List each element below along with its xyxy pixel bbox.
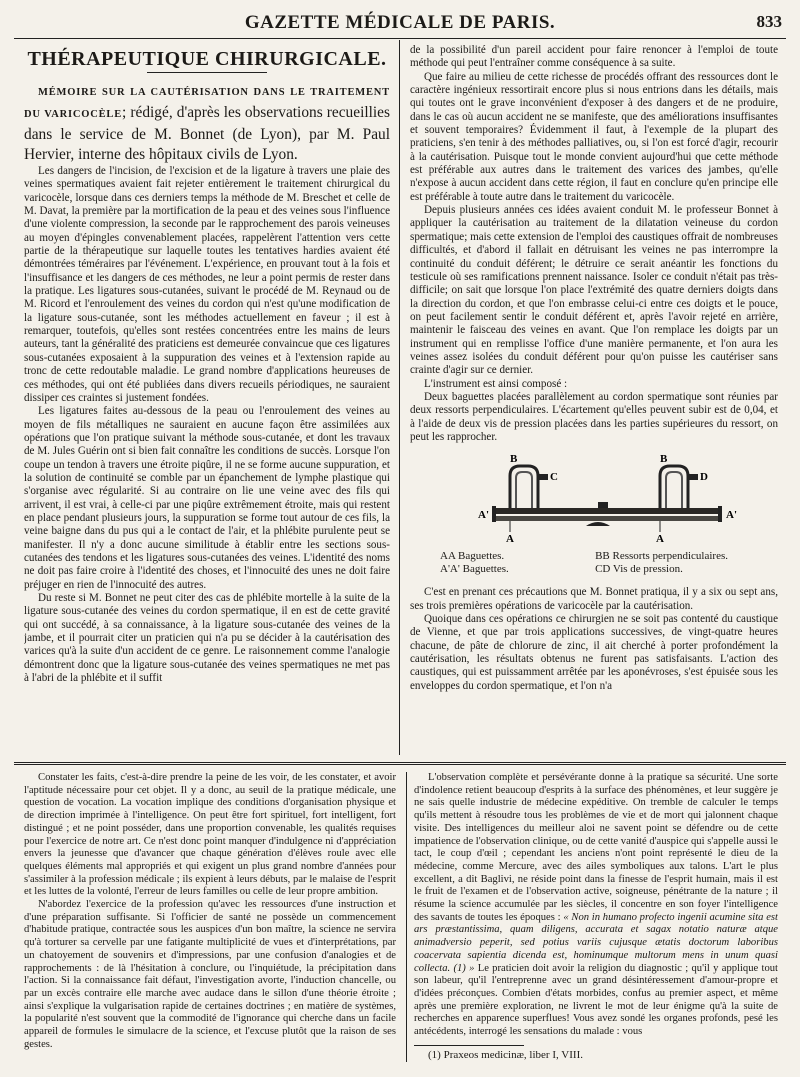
rod-a xyxy=(492,508,722,514)
label-a-left: A xyxy=(506,533,514,546)
feuilleton-right-paragraph-1 xyxy=(414,772,778,1039)
legend-item: CD Vis de pression. xyxy=(595,563,683,576)
right-paragraph-3: Depuis plusieurs années ces idées avaient conduit M. le professeur Bonnet à appliquer la cautérisation au traitement de la dilatation veineuse du cordon spermatique; mais cette extension de l'emploi des caustiques offrait de nombreuses difficultés, et d'abord il fallait en détruisant les veines ne pas interrompre la continuité du conduit déférent; le détruire ce serait anéantir les fonctions du testicule où ses ramifications prennent naissance. Isoler ce conduit n'était pas très-difficile; on sait que lorsque l'on place l'extrémité des quatre derniers doigts dans la direction du cordon, et que l'on embrasse celui-ci entre ces doigts et le pouce, on peut facilement sentir le conduit déférent et, après l'avoir rejeté en arrière, maintenir le faisceau des veines en avant. Que l'on remplace les doigts par un instrument qui en remplisse l'office d'une manière permanente, et l'on aura les veines assez isolées du conduit déférent pour qu'on puisse les cautériser sans crainte d'agir sur ce dernier. xyxy=(410,204,778,377)
column-divider-top xyxy=(399,40,400,755)
section-title-rule xyxy=(147,72,267,73)
memoir-title-rest: ; rédigé, d'après les observations recueillies dans le service de M. Bonnet (de Lyon), par M. Paul Hervier, interne des hôpitaux civils de Lyon. xyxy=(24,104,390,163)
running-header xyxy=(0,8,800,36)
left-paragraph-3: Du reste si M. Bonnet ne peut citer des cas de phlébite mortelle à la suite de la ligature sous-cutanée des veines du cordon spermatique, il en est de cette gravité qui ont succédé, à sa connaissance, à la ligature sous-cutanée des veines de la jambe, et il pourrait citer un praticien qui n'a pu se décider à la cautérisation des varices qu'à la suite d'un accident de ce genre. Le raisonnement comme l'analogie démontrent donc que la ligature sous-cutanée des veines spermatiques ne met pas à l'abri de la phlébite et il suffit xyxy=(24,592,390,685)
spring-left-inner xyxy=(516,472,532,508)
rod-end-left xyxy=(492,506,496,522)
memoir-title xyxy=(24,81,390,165)
instrument-figure xyxy=(410,454,778,548)
legend-item: BB Ressorts perpendiculaires. xyxy=(595,550,728,563)
memoir-title-lead: MÉMOIRE SUR LA CAUTÉRISATION DANS LE TRAITEMENT DU VARICOCÈLE xyxy=(24,87,390,120)
legend-item: A'A' Baguettes. xyxy=(440,563,509,576)
header-rule xyxy=(14,38,786,39)
instrument-drawing xyxy=(410,454,778,548)
screw-d xyxy=(688,474,698,480)
figure-legend xyxy=(410,550,778,576)
feuilleton-left-paragraph-1: Constater les faits, c'est-à-dire prendre la peine de les voir, de les constater, et avoir l'aptitude nécessaire pour cet objet. Il y a donc, au seuil de la pratique médicale, une question de vocation. La vocation implique des conditions d'organisation physique et de direction imprimée à l'intelligence. On peut être fort spirituel, fort intelligent, fort distingué ; et ne point posséder, dans une proportion convenable, les qualités requises pour l'exercice de notre art. Ce n'est donc point manquer d'indulgence ni d'appréciation envers la jeunesse que d'avancer que chaque génération d'élèves roule avec elle quelques éléments mal appropriés et qui exigent un plus grand nombre d'années pour s'assimiler à la profession médicale ; ils expient à leurs débuts, par le malaise de l'esprit et les luttes de la volonté, l'erreur de leurs familles ou celle de leur propre ambition. xyxy=(24,772,396,898)
right-bottom-paragraph-2: Quoique dans ces opérations ce chirurgien ne se soit pas contenté du caustique de Vienne, et que par trois applications successives, de vingt-quatre heures chacune, de pâte de chlorure de zinc, il ait cherché à porter profondément la cautérisation, les résultats obtenus ne furent pas satisfaisants. L'action des caustiques, qui est puissamment arrêtée par les aponévroses, s'est épuisée sous les enveloppes du cordon spermatique, et l'on n'a xyxy=(410,613,778,692)
label-d: D xyxy=(700,471,708,484)
section-title: THÉRAPEUTIQUE CHIRURGICALE. xyxy=(27,48,387,70)
label-c: C xyxy=(550,471,558,484)
rod-end-right xyxy=(718,506,722,522)
right-bottom-paragraph-1: C'est en prenant ces précautions que M. Bonnet pratiqua, il y a six ou sept ans, ses trois premières opérations de varicocèle par la cautérisation. xyxy=(410,586,778,612)
legend-item: AA Baguettes. xyxy=(440,550,505,563)
right-paragraph-continued: de la possibilité d'un pareil accident pour faire renoncer à l'emploi de toute méthode qui peut l'entraîner comme conséquence à sa suite. xyxy=(410,44,778,70)
feuilleton-right-text: L'observation complète et persévérante donne à la pratique sa sécurité. Une sorte d'indolence retient beaucoup d'esprits à la surface des phénomènes, et leur suggère je ne sais quelle industrie de médecine expéditive. On tremble de calculer le temps qu'ils mettent à résoudre tous les problèmes de vie et de mort qui jalonnent chaque visite. Des intelligences du meilleur aloi ne savent point se défendre ou de cette impatience de l'observation clinique, ou de cette vanité d'auspice qui s'appelle aussi le tact, le coup d'œil ; cependant les anciens n'ont point représenté le dieu de la médecine, comme Mercure, avec des ailes symboliques aux talons. L'art le plus excellent, a dit Baglivi, ne réside point dans la finesse de l'esprit humain, mais il est le fruit de l'examen et de l'observation active, soigneuse, pénétrante de la nature ; il résume la science accumulée par les siècles, il concentre en son foyer l'intelligence des savants de toutes les époques : xyxy=(414,772,778,923)
feuilleton-left-column xyxy=(24,772,396,1068)
latin-quote: « Non in humano profecto ingenii acumine sita est ars præstantissima, quam diligens, accurata et sagax notatio naturæ atque animadversio peperit, sed potius variis cujusque ætatis doctorum laboribus coacervata sapientia dicenda est, hominumque multorum mens in unum quasi collecta. (1) » xyxy=(414,911,778,974)
screw-c xyxy=(538,474,548,480)
spring-right-inner xyxy=(666,472,682,508)
label-b-left: B xyxy=(510,454,518,466)
feuilleton-right-column xyxy=(414,772,778,1068)
left-paragraph-2: Les ligatures faites au-dessous de la peau ou l'enroulement des veines au moyen de fils métalliques ne sauraient en aucune façon être assimilées aux opérations que l'on pratique suivant la méthode sous-cutanée, et dont les travaux de M. Jules Guérin ont si bien fait connaître les conditions de succès. Lorsque l'on coupe un tendon à travers une étroite piqûre, il ne se forme aucune suppuration, et la solution de continuité se comble par un épanchement de lymphe plastique qui s'organise avec régularité. Si au contraire on lie une veine avec des fils qui arrivent, il est vrai, à celle-ci par une piqûre extrêmement étroite, mais qui restent en place pendant plusieurs jours, la suppuration se forme tout autour de ces fils, la veine baigne dans du pus qui a le contact de l'air, et la phlébite purulente peut se manifester. Il n'y a donc aucune similitude à établir entre les sections sous-cutanées des tendons et les ligatures sous-cutanées des veines. L'identité des noms ne doit pas faire croire à l'identité des choses, et l'innocuité des unes ne doit faire préjuger en rien de l'innocuité des autres. xyxy=(24,405,390,591)
left-paragraph-1: Les dangers de l'incision, de l'excision et de la ligature à travers une plaie des veines spermatiques avaient fait rejeter entièrement le traitement chirurgical du varicocèle, lorsque dans ces derniers temps la méthode de M. Breschet et celle de M. Davat, la première par la mortification de la peau et des veines sous l'influence d'une violente compression, la seconde par le rapprochement des parois veineuses au moyen d'épingles convenablement placées, rappelèrent l'attention vers cette partie de la thérapeutique sur laquelle toutes les tentatives hardies avaient été démontrées téméraires par l'événement. L'expérience, en prouvant tout à la fois et l'insuffisance et les dangers de ces méthodes, ne leur a point permis de rester dans la pratique. Les ligatures sous-cutanées, suivant le procédé de M. Reynaud ou de M. Ricord et l'enroulement des veines du cordon qui n'est qu'une modification de la ligature sous-cutanée, sont les méthodes actuellement en faveur ; il est à remarquer, toutefois, qu'elles sont restées concentrées entre les mains de leurs auteurs, tant la généralité des praticiens est demeurée convaincue que ces ligatures sous-cutanées exposaient à la suppuration des veines et à l'extension rapide au tronc de cette redoutable maladie. Le grand nombre d'applications heureuses de ces méthodes, qui ont été publiées dans divers recueils périodiques, ne sauraient dissiper ces craintes si justement fondées. xyxy=(24,165,390,404)
journal-title: GAZETTE MÉDICALE DE PARIS. xyxy=(244,12,556,33)
center-base xyxy=(586,522,610,526)
label-a-prime-right: A' xyxy=(726,509,737,522)
left-column xyxy=(24,44,390,756)
column-divider-bottom xyxy=(406,772,407,1062)
footnote-rule xyxy=(414,1045,524,1046)
feuilleton-after-quote: Le praticien doit avoir la religion du diagnostic ; qu'il y applique tout son labeur, qu'il l'entreprenne avec un grand désintéressement d'amour-propre et d'idées préconçues. Combien d'états morbides, confus au premier aspect, et même après une première exploration, ne livrent le mot de leur énigme qu'à la suite de recherches en apparence superflues! Vous avez sondé les organes profonds, pesé les antécédents, interrogé les sensations du malade : vous xyxy=(414,962,778,1038)
right-column xyxy=(410,44,778,756)
legend-col-right xyxy=(595,550,728,576)
legend-col-left xyxy=(440,550,509,576)
page-number: 833 xyxy=(756,12,782,31)
footnote: (1) Praxeos medicinæ, liber I, VIII. xyxy=(428,1048,583,1061)
instrument-description: Deux baguettes placées parallèlement au cordon spermatique sont réunies par deux ressorts perpendiculaires. L'écartement qu'elles peuvent subir est de 0,04, et à l'aide de deux vis de pression placées dans les parties supérieures du ressort, on peut les rapprocher. xyxy=(410,390,778,443)
label-a-right: A xyxy=(656,533,664,546)
instrument-intro: L'instrument est ainsi composé : xyxy=(424,377,568,390)
label-a-prime-left: A' xyxy=(478,509,489,522)
right-paragraph-2: Que faire au milieu de cette richesse de procédés offrant des ressources dont le caractère ingénieux ressortirait encore plus si nous entrions dans les détails, mais qui toutes ont le grave inconvénient d'exposer à des dangers et de ne produire, dans le cas où aucun accident ne se manifeste, que des améliorations insuffisantes et souvent temporaires? Évidemment il faut, à l'exemple de la plupart des praticiens, s'en tenir à des méthodes palliatives, ou, si l'on est forcé d'agir, recourir à la cautérisation. Puisque tout le monde convient aujourd'hui que cette méthode est préférable aux autres dans le traitement des varices des jambes, qu'elle n'expose à aucun accident dans cette région, il faut en conclure qu'en principe elle est préférable à toute autre dans le traitement du varicocèle. xyxy=(410,70,778,203)
center-clamp xyxy=(598,502,608,508)
label-b-right: B xyxy=(660,454,668,466)
feuilleton-separator xyxy=(14,762,786,765)
feuilleton-left-paragraph-2: N'abordez l'exercice de la profession qu'avec les ressources d'une instruction et d'une préparation suffisante. Si l'officier de santé ne possède un commencement d'habitude pratique, contractée sous les auspices d'un bon maître, la science ne servira qu'à torturer sa cervelle par une fatigante multiplicité de vues et d'interprétations, par un chatoyement de souvenirs et d'impressions, par une confusion d'analogies et de rapprochements : de là l'hésitation à conclure, ou l'inquiétude, la précipitation dans l'action. Si la connaissance fait défaut, l'investigation avorte, l'induction chancelle, ou par un excès contraire elle marche avec audace dans le sillon d'une théorie étroite ; ainsi s'explique la vulgarisation rapide de certaines doctrines ; en matière de systèmes, la popularité n'est souvent que la commodité de l'ignorance qui cherche dans un facile appareil de formules le simulacre de la science, et l'excuse plutôt que la raison de ses gestes. xyxy=(24,899,396,1050)
rod-a-prime xyxy=(492,516,722,521)
